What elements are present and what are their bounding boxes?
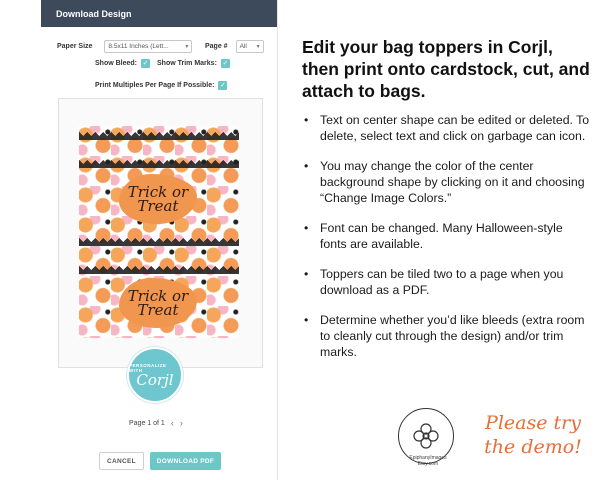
preview-text-bottom: Trick or Treat — [127, 287, 189, 319]
instruction-list — [302, 112, 592, 374]
print-multiples-label: Print Multiples Per Page If Possible: — [95, 82, 215, 89]
instruction-item: • Font can be changed. Many Halloween-style fonts are available. — [302, 220, 592, 252]
bunting-decoration — [79, 238, 239, 246]
instruction-item: • You may change the color of the center background shape by clicking on it and choosing “Change Image Colors.” — [302, 158, 592, 206]
flower-icon — [411, 421, 441, 451]
instruction-item: • Text on center shape can be edited or deleted. To delete, select text and click on garbage can icon. — [302, 112, 592, 144]
page-number-select[interactable] — [236, 40, 264, 53]
chevron-left-icon[interactable]: ‹ — [170, 418, 174, 428]
page-number-label: Page # — [205, 43, 228, 50]
demo-callout: Please try the demo! — [484, 412, 582, 458]
print-preview-frame — [58, 98, 263, 368]
center-shape-bottom — [119, 278, 197, 328]
center-shape-top — [119, 174, 197, 224]
badge-logo-text: Corjl — [136, 371, 174, 389]
bunting-decoration — [79, 160, 239, 168]
paper-size-label: Paper Size — [57, 43, 93, 50]
show-bleed-label: Show Bleed: — [95, 60, 138, 67]
print-multiples-row — [95, 81, 227, 90]
preview-text-top: Trick or Treat — [127, 183, 189, 215]
instruction-item: • Determine whether you’d like bleeds (extra room to cleanly cut through the design) and/or trim marks. — [302, 312, 592, 360]
instruction-item: • Toppers can be tiled two to a page when you download as a PDF. — [302, 266, 592, 298]
cancel-button[interactable]: CANCEL — [99, 452, 144, 470]
paper-size-value: 8.5x11 Inches (Lett... — [108, 43, 169, 50]
show-bleed-checkbox[interactable]: ✓ — [142, 60, 149, 67]
shop-seal-logo — [398, 408, 454, 467]
download-pdf-button[interactable]: DOWNLOAD PDF — [150, 452, 221, 470]
chevron-down-icon: ▾ — [185, 44, 189, 50]
headline: Edit your bag toppers in Corjl, then print onto cardstock, cut, and attach to bags. — [302, 37, 590, 101]
dialog-title: Download Design — [41, 0, 277, 27]
show-trim-label: Show Trim Marks: — [157, 60, 217, 67]
paper-size-select[interactable] — [104, 40, 192, 53]
corjl-badge — [127, 347, 183, 403]
show-trim-row — [157, 59, 230, 68]
badge-caption: PERSONALIZE WITH — [129, 363, 167, 373]
bunting-decoration — [79, 266, 239, 274]
chevron-down-icon: ▾ — [256, 44, 260, 50]
bunting-decoration — [79, 132, 239, 140]
page-number-row — [205, 40, 264, 53]
pager-label: Page 1 of 1 — [129, 419, 165, 427]
chevron-right-icon[interactable]: › — [179, 418, 183, 428]
show-bleed-row — [95, 59, 150, 68]
preview-page — [79, 126, 239, 338]
show-trim-checkbox[interactable]: ✓ — [222, 60, 229, 67]
paper-size-row — [57, 40, 192, 53]
print-multiples-checkbox[interactable]: ✓ — [219, 82, 226, 89]
pager — [129, 418, 183, 428]
page-number-value: All — [239, 43, 247, 50]
seal-text: EpiphanyImages Etsy.com — [409, 455, 447, 467]
